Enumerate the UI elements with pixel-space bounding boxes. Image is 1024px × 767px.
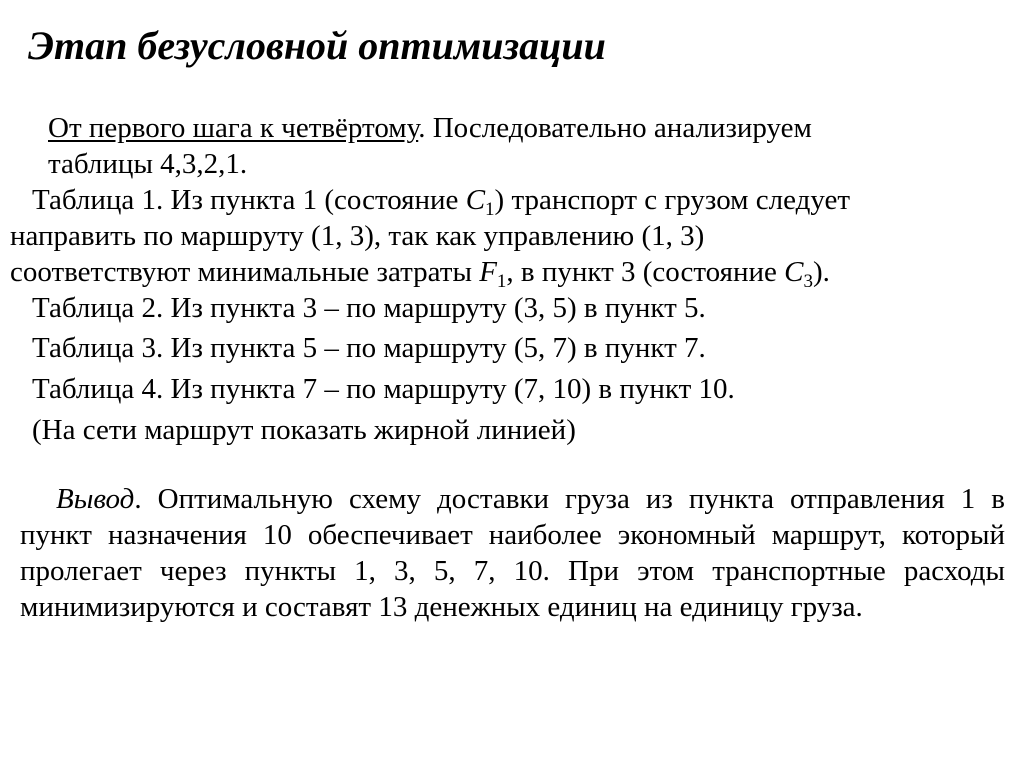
table1-text-a: Таблица 1. Из пункта 1 (состояние xyxy=(32,184,466,216)
table4-line: Таблица 4. Из пункта 7 – по маршруту (7, 10) в пункт 10. xyxy=(32,373,735,405)
intro-line-1 xyxy=(48,110,812,146)
state-c-subscript: 1 xyxy=(485,199,495,220)
table3-line: Таблица 3. Из пункта 5 – по маршруту (5, 7) в пункт 7. xyxy=(32,332,706,364)
table1-line-3 xyxy=(10,254,850,290)
slide-title: Этап безусловной оптимизации xyxy=(28,23,606,68)
conclusion-text: . Оптимальную схему доставки груза из пункта отправления 1 в пункт назначения 10 обеспечивает наиболее экономный маршрут, который пролегает через пункты 1, 3, 5, 7, 10. При этом транспортные расходы минимизируются и составят 13 денежных единиц на единицу груза. xyxy=(20,483,1005,623)
table2-line: Таблица 2. Из пункта 3 – по маршруту (3, 5) в пункт 5. xyxy=(32,292,706,324)
conclusion-paragraph xyxy=(20,481,1005,625)
intro-underlined: От первого шага к четвёртому xyxy=(48,112,419,144)
cost-f-variable: F xyxy=(479,256,497,288)
table1-text-d: , в пункт 3 (состояние xyxy=(506,256,785,288)
table1-text-c: соответствуют минимальные затраты xyxy=(10,256,480,288)
table1-text-b: ) транспорт с грузом следует xyxy=(494,184,851,216)
cost-f-subscript: 1 xyxy=(496,271,507,292)
table1-line-1 xyxy=(10,182,850,218)
state-c3-subscript: 3 xyxy=(803,271,813,292)
intro-rest: . Последовательно анализируем xyxy=(418,112,812,144)
state-c-variable: C xyxy=(465,184,486,216)
conclusion-label: Вывод xyxy=(56,483,135,515)
state-c3-variable: C xyxy=(784,256,804,288)
intro-line-2: таблицы 4,3,2,1. xyxy=(48,148,248,180)
table1-line-2: направить по маршруту (1, 3), так как управлению (1, 3) xyxy=(10,220,705,252)
network-note: (На сети маршрут показать жирной линией) xyxy=(32,414,576,446)
table1-paragraph xyxy=(10,182,850,290)
table1-text-e: ). xyxy=(812,256,830,288)
intro-paragraph xyxy=(48,110,812,182)
